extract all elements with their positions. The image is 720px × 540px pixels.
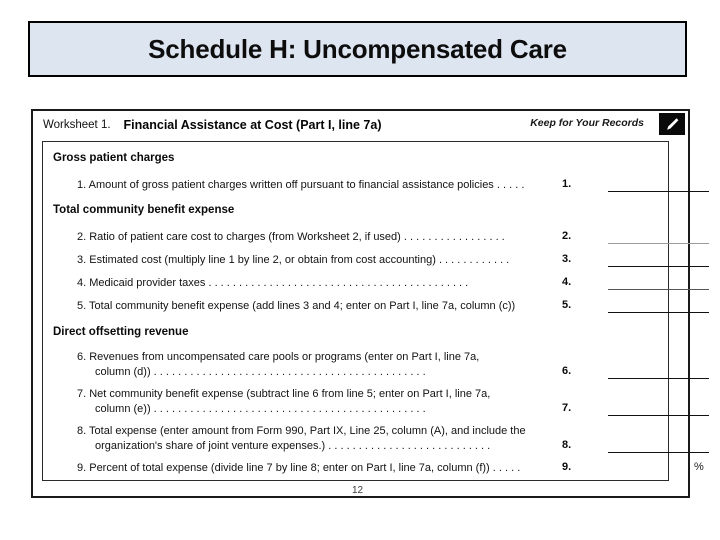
line-8-number: 8.	[562, 439, 572, 451]
line-7-text-cont: column (e)) . . . . . . . . . . . . . . . . . . . . . . . . . . . . . . . . . . . . . . . . . . . . .	[95, 403, 426, 415]
worksheet-body	[42, 141, 704, 481]
line-1-answer-field[interactable]	[608, 191, 709, 192]
page-title: Schedule H: Uncompensated Care	[148, 33, 567, 64]
line-4-answer-field[interactable]	[608, 289, 709, 290]
line-4-number: 4.	[562, 276, 572, 288]
line-2-text: 2. Ratio of patient care cost to charges (from Worksheet 2, if used) . . . . . . . . . . . . . . . . .	[77, 231, 505, 243]
line-8-text: 8. Total expense (enter amount from Form 990, Part IX, Line 25, column (A), and include the	[77, 425, 526, 437]
line-5-text: 5. Total community benefit expense (add lines 3 and 4; enter on Part I, line 7a, column (c))	[77, 300, 516, 312]
line-8-text-cont: organization's share of joint venture expenses.) . . . . . . . . . . . . . . . . . . . . . . . . . . .	[95, 440, 491, 452]
page-number-fragment: 12	[352, 485, 364, 496]
line-5-number: 5.	[562, 299, 572, 311]
line-6-number: 6.	[562, 365, 572, 377]
line-9-number: 9.	[562, 461, 572, 473]
line-6-text: 6. Revenues from uncompensated care pools or programs (enter on Part I, line 7a,	[77, 351, 480, 363]
line-1-number: 1.	[562, 178, 572, 190]
pencil-icon	[659, 113, 685, 135]
slide-title-box	[28, 21, 687, 77]
line-2-answer-field[interactable]	[608, 243, 709, 244]
line-1-text: 1. Amount of gross patient charges written off pursuant to financial assistance policies . . . . .	[77, 179, 525, 191]
line-5-answer-field[interactable]	[608, 312, 709, 313]
line-2-number: 2.	[562, 230, 572, 242]
line-9-percent-sign: %	[694, 461, 704, 473]
section-heading-total-community-benefit-expense: Total community benefit expense	[53, 204, 235, 216]
line-4-text: 4. Medicaid provider taxes . . . . . . . . . . . . . . . . . . . . . . . . . . . . . . . . . . . . . . . . . . .	[77, 277, 469, 289]
line-3-answer-field[interactable]	[608, 266, 709, 267]
line-7-answer-field[interactable]	[608, 415, 709, 416]
line-6-answer-field[interactable]	[608, 378, 709, 379]
line-7-text: 7. Net community benefit expense (subtract line 6 from line 5; enter on Part I, line 7a,	[77, 388, 491, 400]
worksheet-title: Financial Assistance at Cost (Part I, line 7a)	[123, 117, 382, 132]
worksheet-form-frame	[31, 109, 704, 498]
line-3-text: 3. Estimated cost (multiply line 1 by line 2, or obtain from cost accounting) . . . . . . . . . . . .	[77, 254, 510, 266]
line-6-text-cont: column (d)) . . . . . . . . . . . . . . . . . . . . . . . . . . . . . . . . . . . . . . . . . . . . .	[95, 366, 426, 378]
line-7-number: 7.	[562, 402, 572, 414]
line-9-text: 9. Percent of total expense (divide line 7 by line 8; enter on Part I, line 7a, column (f)) . . . . .	[77, 462, 521, 474]
section-heading-gross-patient-charges: Gross patient charges	[53, 152, 175, 164]
line-3-number: 3.	[562, 253, 572, 265]
worksheet-label: Worksheet 1.	[43, 118, 111, 131]
keep-for-records-note: Keep for Your Records	[530, 117, 644, 129]
line-8-answer-field[interactable]	[608, 452, 709, 453]
section-heading-direct-offsetting-revenue: Direct offsetting revenue	[53, 326, 189, 338]
